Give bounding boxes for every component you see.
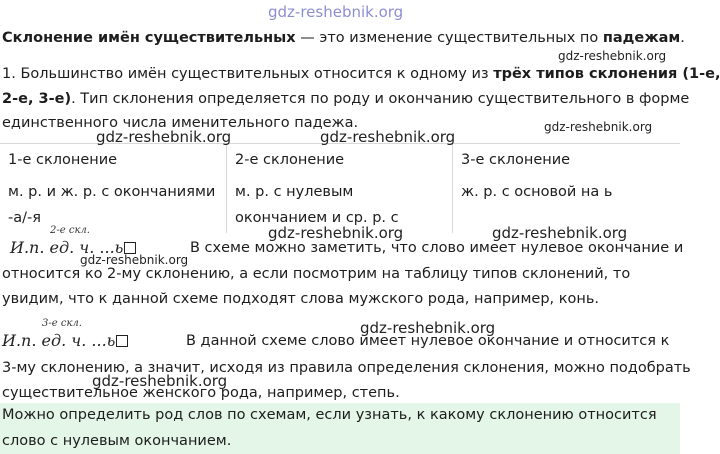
watermark-2: gdz-reshebnik.org [544,120,653,134]
scheme1-line1: В схеме можно заметить, что слово имеет нулевое окончание и [190,240,684,256]
scheme1-formula-text: И.п. ед. ч. ...ь [10,238,124,257]
watermark-7: gdz-reshebnik.org [80,253,189,267]
watermark-9: gdz-reshebnik.org [92,372,228,390]
para1-text2: . Тип склонения определяется по роду и окончанию существительного в форме [71,91,690,107]
table-header-3: 3-е склонение [461,152,571,168]
table-col-2 [226,144,453,233]
intro-term: Склонение имён существительных [2,30,296,46]
table-col-1 [0,144,226,233]
intro-end: . [680,30,685,46]
scheme1-line2: относится ко 2-му склонению, а если посмотрим на таблицу типов склонений, то [2,266,631,282]
para1-line1 [2,66,720,82]
intro-line [2,30,685,46]
scheme1-superscript: 2-е скл. [50,225,90,236]
scheme1-line3: увидим, что к данной схеме подходят слова мужского рода, например, конь. [2,291,600,307]
intro-text: — это изменение существительных по [295,30,603,46]
null-ending-box-icon [116,335,128,347]
para1-text1: 1. Большинство имён существительных относится к одному из [2,66,494,82]
table-header-2: 2-е склонение [235,152,345,168]
conclusion-box [0,403,680,454]
scheme2-superscript: 3-е скл. [42,318,82,329]
para1-bold2: 2-е, 3-е) [2,91,72,107]
scheme2-line1: В данной схеме слово имеет нулевое окончание и относится к [186,333,670,349]
conclusion-line2: слово с нулевым окончанием. [2,433,232,449]
para1-line2 [2,91,689,107]
watermark-4: gdz-reshebnik.org [320,128,456,146]
table-cell-1-line1: м. р. и ж. р. с окончаниями [8,184,216,200]
para1-bold1: трёх типов склонения (1-е, [493,66,720,82]
scheme2-line2: 3-му склонению, а значит, исходя из правила определения склонения, можно подобрать [2,360,691,376]
scheme2-formula-text: И.п. ед. ч. ...ь [2,331,116,350]
watermark-1: gdz-reshebnik.org [558,49,667,63]
table-cell-1-line2: -а/-я [8,210,41,226]
table-header-1: 1-е склонение [8,152,118,168]
table-cell-2-line1: м. р. с нулевым [235,184,354,200]
watermark-5: gdz-reshebnik.org [268,224,404,242]
intro-padezh: падежам [602,30,681,46]
watermark-3: gdz-reshebnik.org [96,128,232,146]
watermark-6: gdz-reshebnik.org [492,224,628,242]
watermark-top: gdz-reshebnik.org [268,3,404,21]
scheme2-line3: существительное женского рода, например, степь. [2,385,400,401]
watermark-8: gdz-reshebnik.org [360,319,496,337]
table-col-3 [452,144,681,233]
table-cell-3-line1: ж. р. с основой на ь [461,184,613,200]
table-cell-2-line2: окончанием и ср. р. с [235,210,399,226]
scheme2-formula [2,331,128,350]
declension-table [0,143,680,233]
conclusion-line1: Можно определить род слов по схемам, если узнать, к какому склонению относится [2,407,657,423]
para1-line3: единственного числа именительного падежа. [2,115,359,131]
